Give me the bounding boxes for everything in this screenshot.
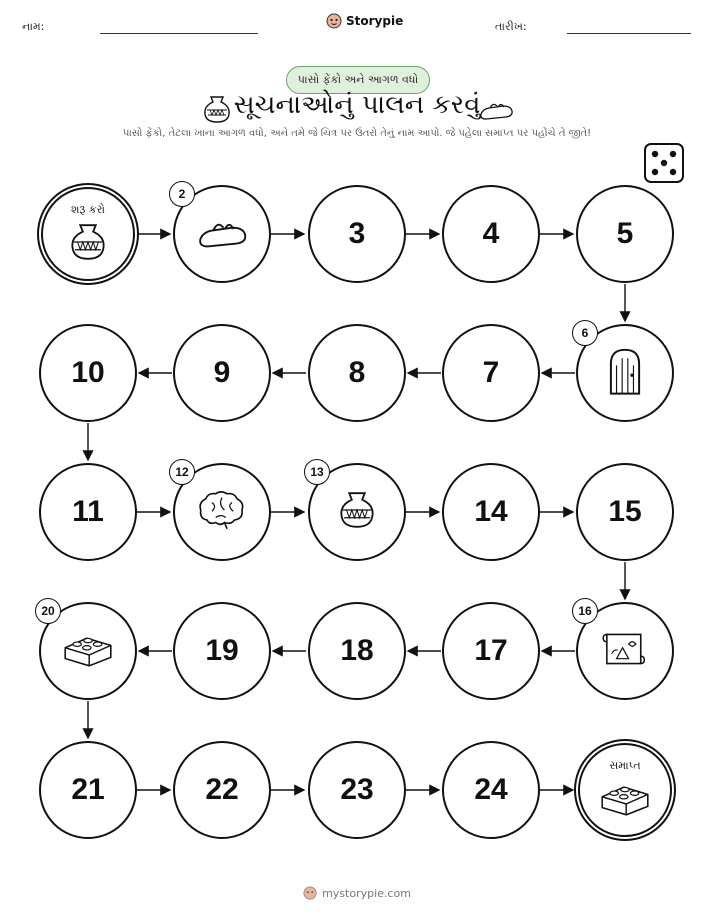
space-number: 8 (348, 356, 366, 389)
board-space-9 (173, 324, 271, 422)
pot-icon (335, 488, 379, 536)
board-space-20 (39, 602, 137, 700)
board-space-11 (39, 463, 137, 561)
board-space-6 (576, 324, 674, 422)
brick-icon (61, 631, 115, 671)
board-space-8 (308, 324, 406, 422)
finish-label: સમાપ્ત (609, 759, 641, 772)
space-number: 4 (482, 217, 500, 250)
space-number-badge: 13 (304, 459, 330, 485)
date-label: તારીખ: (495, 20, 527, 33)
space-number-badge: 20 (35, 598, 61, 624)
space-number: 19 (205, 634, 239, 667)
board-space-22 (173, 741, 271, 839)
storypie-mascot-icon (303, 886, 317, 900)
finish-space (578, 743, 672, 837)
space-number-badge: 2 (169, 181, 195, 207)
footer (0, 886, 714, 900)
space-number: 14 (474, 495, 508, 528)
name-label: નામ: (22, 20, 45, 33)
door-icon (608, 347, 642, 399)
board-space-10 (39, 324, 137, 422)
space-number-badge: 16 (572, 598, 598, 624)
board-space-15 (576, 463, 674, 561)
space-number: 21 (71, 773, 105, 806)
board-space-23 (308, 741, 406, 839)
start-space (41, 187, 135, 281)
space-number: 11 (72, 495, 104, 528)
board-space-12 (173, 463, 271, 561)
space-number: 5 (616, 217, 634, 250)
space-number: 3 (348, 217, 366, 250)
space-number: 23 (340, 773, 374, 806)
space-number: 7 (482, 356, 500, 389)
board-space-19 (173, 602, 271, 700)
board-space-3 (308, 185, 406, 283)
space-number-badge: 6 (572, 320, 598, 346)
space-number: 17 (474, 634, 508, 667)
board-space-5 (576, 185, 674, 283)
game-tag-pill: પાસો ફેંકો અને આગળ વધો (286, 66, 430, 94)
space-number: 22 (205, 773, 239, 806)
start-label: શરૂ કરો (70, 203, 106, 216)
board-space-16 (576, 602, 674, 700)
brick-icon (598, 780, 652, 820)
brain-icon (197, 490, 247, 534)
space-number: 15 (608, 495, 642, 528)
footer-url[interactable]: mystorypie.com (322, 886, 411, 900)
brand-name: Storypie (346, 14, 404, 28)
space-number: 24 (474, 773, 508, 806)
space-number: 18 (340, 634, 374, 667)
space-number: 10 (71, 356, 105, 389)
sandal-icon (196, 213, 248, 255)
board-space-14 (442, 463, 540, 561)
board-space-18 (308, 602, 406, 700)
board-space-24 (442, 741, 540, 839)
instructions-text: પાસો ફેંકો, તેટલા ખાના આગળ વધો, અને તમે જે ચિત્ર પર ઉતરો તેનું નામ આપો. જે પહેલા સમાપ્ત પર પહોંચે તે જીતે! (122, 128, 592, 139)
page-title: સૂચનાઓનું પાલન કરવું (233, 90, 481, 120)
space-number-badge: 12 (169, 459, 195, 485)
board-space-21 (39, 741, 137, 839)
board-space-13 (308, 463, 406, 561)
space-number: 9 (213, 356, 231, 389)
map-icon (602, 629, 648, 673)
board-space-7 (442, 324, 540, 422)
pot-icon (66, 220, 110, 268)
board-space-2 (173, 185, 271, 283)
board-space-4 (442, 185, 540, 283)
board-space-17 (442, 602, 540, 700)
